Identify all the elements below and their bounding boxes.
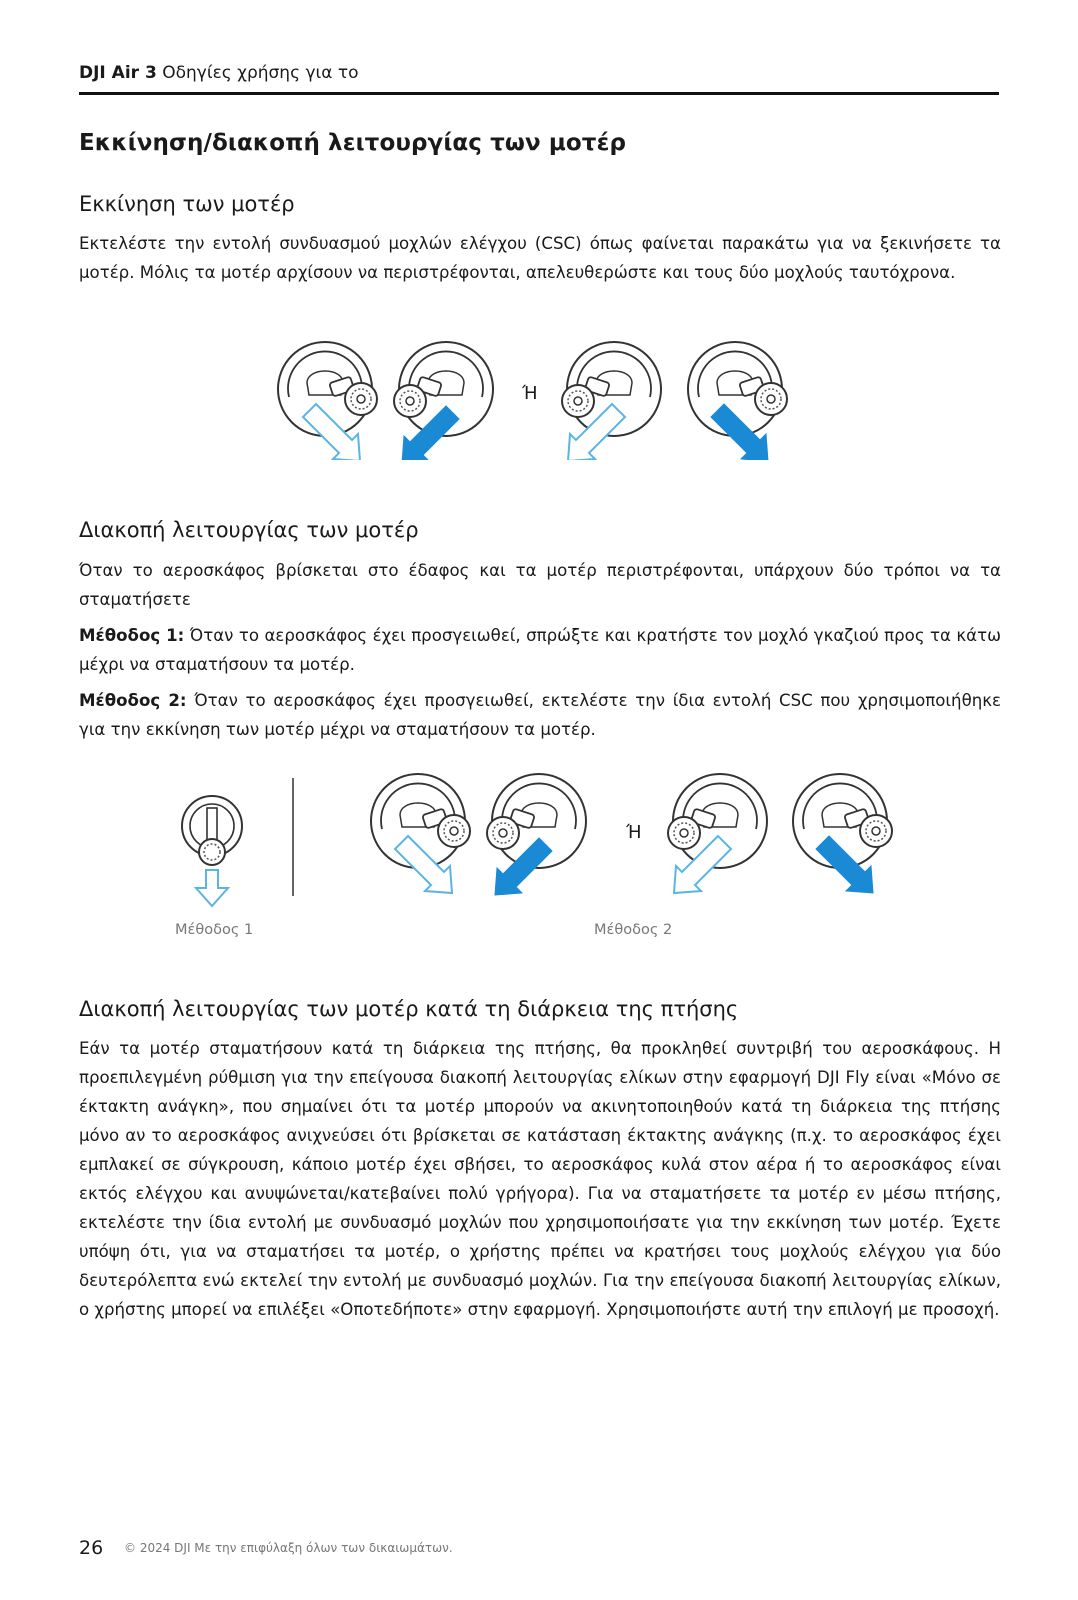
method2-paragraph — [79, 686, 1001, 744]
method2-label: Μέθοδος 2: — [79, 691, 187, 710]
start-or-label: Ή — [522, 383, 538, 404]
page-header — [79, 62, 999, 95]
method1-stick — [182, 796, 242, 865]
method2-text: Όταν το αεροσκάφος έχει προσγειωθεί, εκτελέστε την ίδια εντολή CSC που χρησιμοποιήθηκε για την εκκίνηση των μοτέρ μέχρι να σταματήσουν τα μοτέρ. — [79, 691, 1001, 739]
stop-paragraph: Όταν το αεροσκάφος βρίσκεται στο έδαφος και τα μοτέρ περιστρέφονται, υπάρχουν δύο τρόποι να τα σταματήσετε — [79, 561, 1001, 609]
page-number: 26 — [79, 1537, 104, 1559]
stop-heading: Διακοπή λειτουργίας των μοτέρ — [79, 518, 419, 542]
method1-text: Όταν το αεροσκάφος έχει προσγειωθεί, σπρώξτε και κρατήστε τον μοχλό γκαζιού προς τα κάτω μέχρι να σταματήσουν τα μοτέρ. — [79, 626, 1001, 674]
start-heading: Εκκίνηση των μοτέρ — [79, 192, 295, 216]
method1-down-arrow — [196, 870, 228, 906]
flight-heading: Διακοπή λειτουργίας των μοτέρ κατά τη διάρκεια της πτήσης — [79, 997, 739, 1021]
stop-methods-illustration — [170, 770, 910, 915]
flight-paragraph: Εάν τα μοτέρ σταματήσουν κατά τη διάρκεια της πτήσης, θα προκληθεί συντριβή του αεροσκάφους. Η προεπιλεγμένη ρύθμιση για την επείγουσα διακοπή λειτουργίας ελίκων στην εφαρμογή DJI Fly είναι «Μόνο σε έκτακτη ανάγκη», που σημαίνει ότι τα μοτέρ μπορούν να ακινητοποιηθούν κατά τη διάρκεια της πτήσης μόνο αν το αεροσκάφος ανιχνεύσει ότι βρίσκεται σε κατάσταση έκτακτης ανάγκης (π.χ. το αεροσκάφος έχει εμπλακεί σε σύγκρουση, κάποιο μοτέρ έχει σβήσει, το αεροσκάφος κυλά στον αέρα ή το αεροσκάφος είναι εκτός ελέγχου και ανυψώνεται/κατεβαίνει πολύ γρήγορα). Για να σταματήσετε τα μοτέρ εν μέσω πτήσης, εκτελέστε την ίδια εντολή με συνδυασμό μοχλών που χρησιμοποιήσατε για την εκκίνηση των μοτέρ. Έχετε υπόψη ότι, για να σταματήσει τα μοτέρ, ο χρήστης πρέπει να κρατήσει τους μοχλούς ελέγχου για δύο δευτερόλεπτα ενώ εκτελεί την εντολή με συνδυασμό μοχλών. Για την επείγουσα διακοπή λειτουργίας ελίκων, ο χρήστης μπορεί να επιλέξει «Οποτεδήποτε» στην εφαρμογή. Χρησιμοποιήστε αυτή την επιλογή με προσοχή. — [79, 1039, 1001, 1319]
page-title: Εκκίνηση/διακοπή λειτουργίας των μοτέρ — [79, 130, 627, 156]
method1-paragraph — [79, 621, 1001, 679]
copyright-notice: © 2024 DJI Με την επιφύλαξη όλων των δικαιωμάτων. — [124, 1541, 453, 1555]
caption-method2: Μέθοδος 2 — [594, 922, 673, 938]
start-paragraph: Εκτελέστε την εντολή συνδυασμού μοχλών ελέγχου (CSC) όπως φαίνεται παρακάτω για να ξεκινήσετε τα μοτέρ. Μόλις τα μοτέρ αρχίσουν να περιστρέφονται, απελευθερώστε και τους δύο μοχλούς ταυτόχρονα. — [79, 234, 1001, 282]
header-subtitle: Οδηγίες χρήσης για το — [162, 63, 359, 83]
start-csc-illustration — [260, 335, 820, 460]
method1-label: Μέθοδος 1: — [79, 626, 185, 645]
caption-method1: Μέθοδος 1 — [175, 922, 254, 938]
stop-or-label: Ή — [626, 822, 642, 843]
header-brand: DJI Air 3 — [79, 63, 157, 83]
